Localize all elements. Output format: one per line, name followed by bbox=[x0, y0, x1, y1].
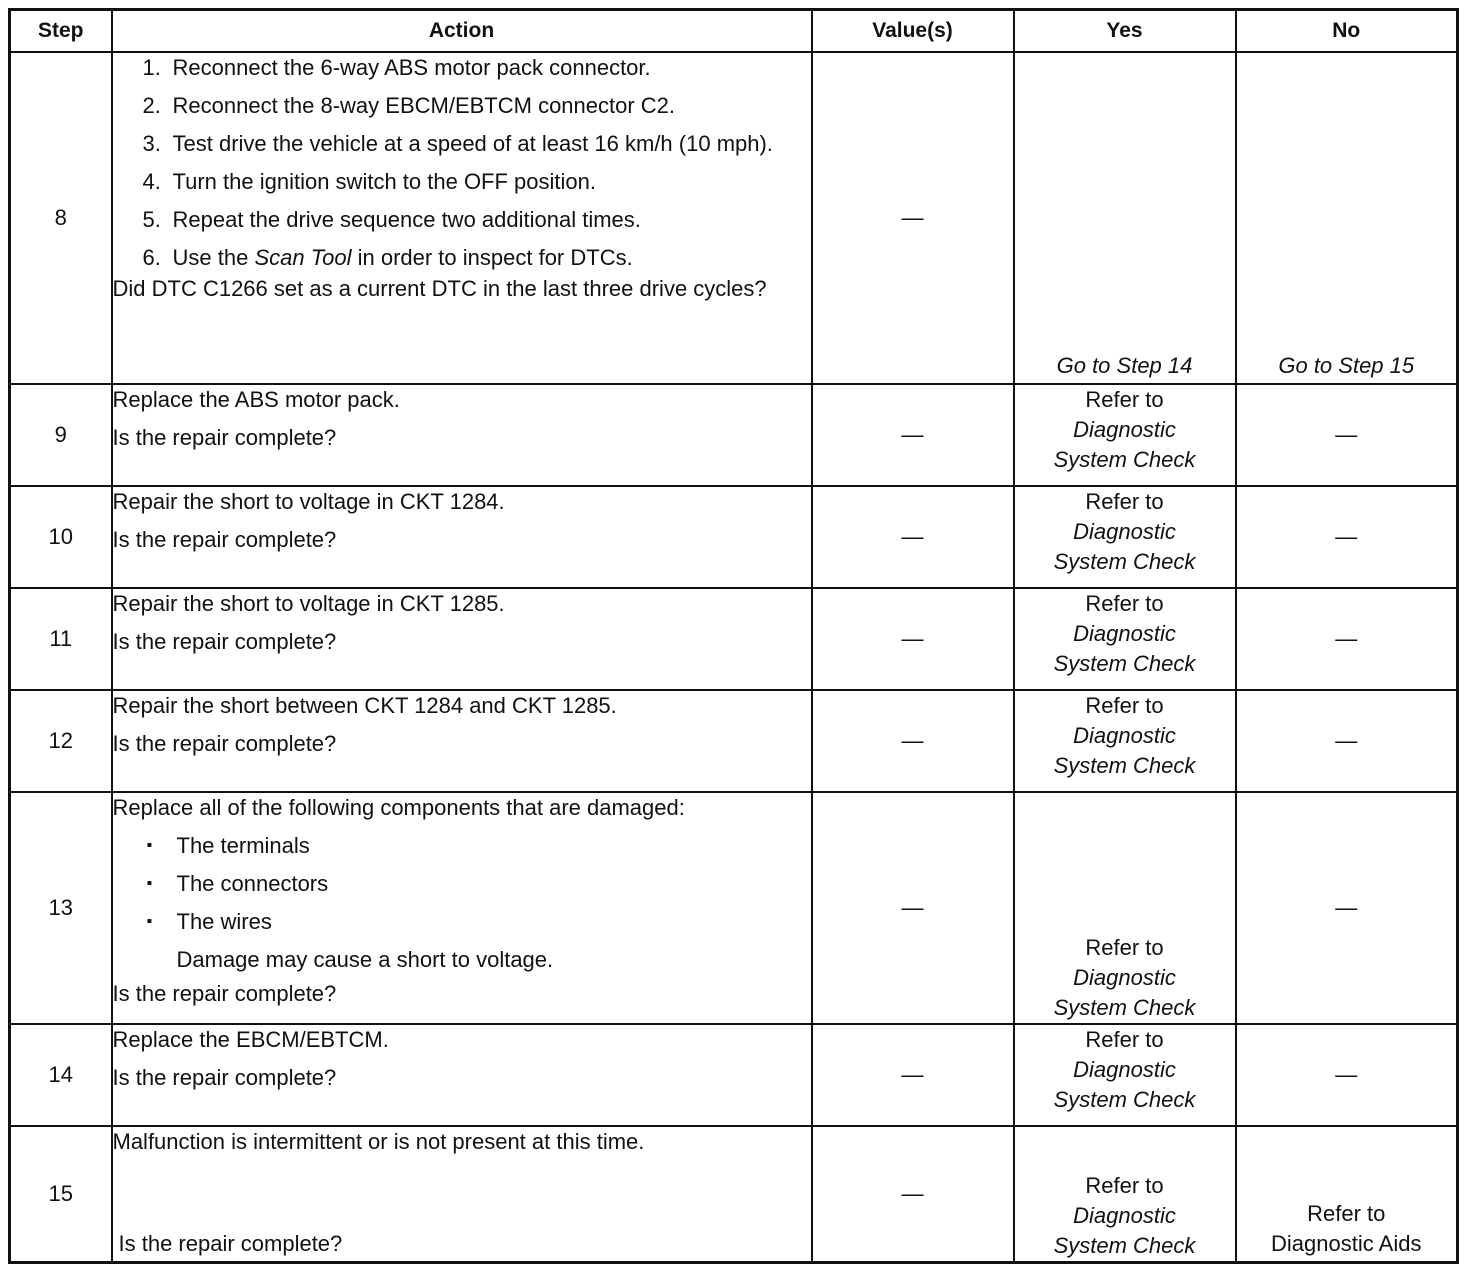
yes-cell[interactable]: Refer to Diagnostic System Check bbox=[1014, 690, 1236, 792]
step-number: 13 bbox=[10, 792, 112, 1024]
no-cell[interactable]: Refer to Diagnostic Aids bbox=[1236, 1126, 1458, 1262]
no-cell: — bbox=[1236, 1024, 1458, 1126]
table-row-step-12 bbox=[10, 690, 1458, 792]
list-item: 5. Repeat the drive sequence two additional times. bbox=[142, 207, 641, 232]
step-question: Is the repair complete? bbox=[112, 629, 337, 654]
value-cell: — bbox=[812, 1024, 1014, 1126]
step-number: 8 bbox=[10, 52, 112, 384]
step-action: Replace all of the following components that are damaged: bbox=[112, 795, 685, 820]
step-action: Repair the short between CKT 1284 and CKT 1285. bbox=[112, 693, 617, 718]
yes-cell[interactable]: Refer to Diagnostic System Check bbox=[1014, 1024, 1236, 1126]
step-question: Did DTC C1266 set as a current DTC in the last three drive cycles? bbox=[112, 276, 767, 301]
value-cell: — bbox=[812, 588, 1014, 690]
value-cell: — bbox=[812, 52, 1014, 384]
list-item: ▪ The terminals bbox=[146, 833, 310, 858]
diagnostic-aids-link[interactable]: Diagnostic Aids bbox=[1271, 1230, 1422, 1256]
header-step: Step bbox=[10, 10, 112, 53]
value-cell: — bbox=[812, 486, 1014, 588]
step-question: Is the repair complete? bbox=[112, 981, 337, 1006]
list-item: 4. Turn the ignition switch to the OFF position. bbox=[142, 169, 596, 194]
value-cell: — bbox=[812, 1126, 1014, 1262]
action-cell bbox=[112, 52, 812, 384]
step-number: 14 bbox=[10, 1024, 112, 1126]
step-number: 12 bbox=[10, 690, 112, 792]
action-cell bbox=[112, 1126, 812, 1262]
step-action: Replace the EBCM/EBTCM. bbox=[112, 1027, 389, 1052]
no-cell: — bbox=[1236, 486, 1458, 588]
table-row-step-10 bbox=[10, 486, 1458, 588]
header-row bbox=[10, 10, 1458, 53]
step-question: Is the repair complete? bbox=[112, 731, 337, 756]
yes-cell[interactable]: Refer to Diagnostic System Check bbox=[1014, 384, 1236, 486]
step-note: Damage may cause a short to voltage. bbox=[176, 947, 554, 972]
step-question: Is the repair complete? bbox=[112, 1065, 337, 1090]
header-yes: Yes bbox=[1014, 10, 1236, 53]
yes-cell[interactable]: Refer to Diagnostic System Check bbox=[1014, 588, 1236, 690]
step-action: Replace the ABS motor pack. bbox=[112, 387, 400, 412]
step-number: 15 bbox=[10, 1126, 112, 1262]
table-row-step-13 bbox=[10, 792, 1458, 1024]
list-item: 2. Reconnect the 8-way EBCM/EBTCM connector C2. bbox=[142, 93, 676, 118]
list-item: 1. Reconnect the 6-way ABS motor pack connector. bbox=[142, 55, 651, 80]
list-item: ▪ The wires bbox=[146, 909, 272, 934]
action-cell bbox=[112, 486, 812, 588]
header-no: No bbox=[1236, 10, 1458, 53]
value-cell: — bbox=[812, 690, 1014, 792]
no-cell: — bbox=[1236, 690, 1458, 792]
yes-cell[interactable] bbox=[1014, 52, 1236, 384]
no-cell: — bbox=[1236, 384, 1458, 486]
step-action: Malfunction is intermittent or is not present at this time. bbox=[112, 1129, 645, 1154]
action-cell bbox=[112, 792, 812, 1024]
step-question: Is the repair complete? bbox=[112, 425, 337, 450]
action-cell bbox=[112, 1024, 812, 1126]
scan-tool-term: Scan Tool bbox=[254, 245, 352, 270]
table-row-step-11 bbox=[10, 588, 1458, 690]
action-cell bbox=[112, 690, 812, 792]
diagnostic-table bbox=[8, 8, 1459, 1264]
no-cell[interactable] bbox=[1236, 52, 1458, 384]
step-question: Is the repair complete? bbox=[112, 527, 337, 552]
yes-cell[interactable]: Refer to Diagnostic System Check bbox=[1014, 486, 1236, 588]
header-action: Action bbox=[112, 10, 812, 53]
table-row-step-8 bbox=[10, 52, 1458, 384]
no-link[interactable]: Go to Step 15 bbox=[1278, 353, 1415, 378]
value-cell: — bbox=[812, 384, 1014, 486]
list-item: ▪ The connectors bbox=[146, 871, 329, 896]
step-action: Repair the short to voltage in CKT 1284. bbox=[112, 489, 505, 514]
yes-link[interactable]: Go to Step 14 bbox=[1056, 353, 1193, 378]
step-question: Is the repair complete? bbox=[118, 1230, 343, 1256]
yes-cell[interactable]: Refer to Diagnostic System Check bbox=[1014, 1126, 1236, 1262]
table-row-step-9 bbox=[10, 384, 1458, 486]
list-item: 3. Test drive the vehicle at a speed of at least 16 km/h (10 mph). bbox=[142, 131, 773, 156]
no-cell: — bbox=[1236, 792, 1458, 1024]
list-item: 6. Use the Scan Tool in order to inspect for DTCs. bbox=[142, 245, 633, 270]
table-row-step-14 bbox=[10, 1024, 1458, 1126]
no-cell: — bbox=[1236, 588, 1458, 690]
yes-cell[interactable]: Refer to Diagnostic System Check bbox=[1014, 792, 1236, 1024]
header-values: Value(s) bbox=[812, 10, 1014, 53]
value-cell: — bbox=[812, 792, 1014, 1024]
step-action: Repair the short to voltage in CKT 1285. bbox=[112, 591, 505, 616]
action-cell bbox=[112, 588, 812, 690]
table-row-step-15 bbox=[10, 1126, 1458, 1262]
action-cell bbox=[112, 384, 812, 486]
step-number: 9 bbox=[10, 384, 112, 486]
step-number: 10 bbox=[10, 486, 112, 588]
step-number: 11 bbox=[10, 588, 112, 690]
